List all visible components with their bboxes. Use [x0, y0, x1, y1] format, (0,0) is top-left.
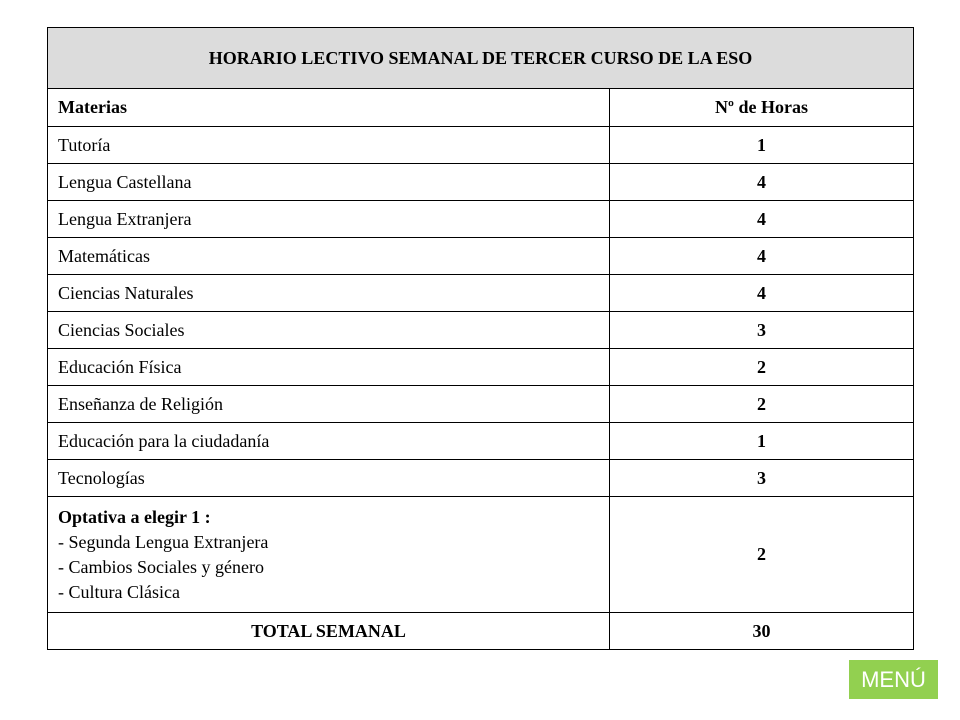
total-label: TOTAL SEMANAL	[48, 613, 610, 650]
subject-cell: Educación Física	[48, 349, 610, 386]
subject-cell: Educación para la ciudadanía	[48, 423, 610, 460]
hours-cell: 4	[610, 164, 914, 201]
table-row	[48, 386, 914, 423]
hours-cell: 3	[610, 460, 914, 497]
hours-cell: 3	[610, 312, 914, 349]
optional-item: - Cambios Sociales y género	[58, 556, 264, 577]
table-title: HORARIO LECTIVO SEMANAL DE TERCER CURSO DE LA ESO	[48, 28, 914, 89]
table-title-row	[48, 28, 914, 89]
hours-cell: 2	[610, 386, 914, 423]
table-row	[48, 460, 914, 497]
subject-cell: Ciencias Naturales	[48, 275, 610, 312]
hours-cell: 4	[610, 275, 914, 312]
total-row	[48, 613, 914, 650]
optional-item: - Cultura Clásica	[58, 581, 180, 602]
table-row	[48, 201, 914, 238]
hours-cell: 1	[610, 423, 914, 460]
weekly-schedule-table	[47, 27, 914, 650]
optional-subject-row	[48, 497, 914, 613]
hours-cell: 1	[610, 127, 914, 164]
optional-hours-cell: 2	[610, 497, 914, 613]
table-row	[48, 275, 914, 312]
header-subjects: Materias	[48, 89, 610, 127]
hours-cell: 2	[610, 349, 914, 386]
hours-cell: 4	[610, 201, 914, 238]
subject-cell: Matemáticas	[48, 238, 610, 275]
total-hours: 30	[610, 613, 914, 650]
optional-heading: Optativa a elegir 1 :	[58, 506, 211, 527]
subject-cell: Enseñanza de Religión	[48, 386, 610, 423]
header-hours: Nº de Horas	[610, 89, 914, 127]
table-row	[48, 423, 914, 460]
hours-cell: 4	[610, 238, 914, 275]
table-row	[48, 127, 914, 164]
subject-cell: Lengua Castellana	[48, 164, 610, 201]
table-row	[48, 164, 914, 201]
subject-cell: Lengua Extranjera	[48, 201, 610, 238]
subject-cell: Ciencias Sociales	[48, 312, 610, 349]
optional-item: - Segunda Lengua Extranjera	[58, 531, 269, 552]
subject-cell: Tecnologías	[48, 460, 610, 497]
optional-subject-cell	[48, 497, 610, 613]
subject-cell: Tutoría	[48, 127, 610, 164]
menu-button[interactable]: MENÚ	[849, 660, 938, 699]
table-header-row	[48, 89, 914, 127]
table-row	[48, 312, 914, 349]
table-row	[48, 238, 914, 275]
table-row	[48, 349, 914, 386]
